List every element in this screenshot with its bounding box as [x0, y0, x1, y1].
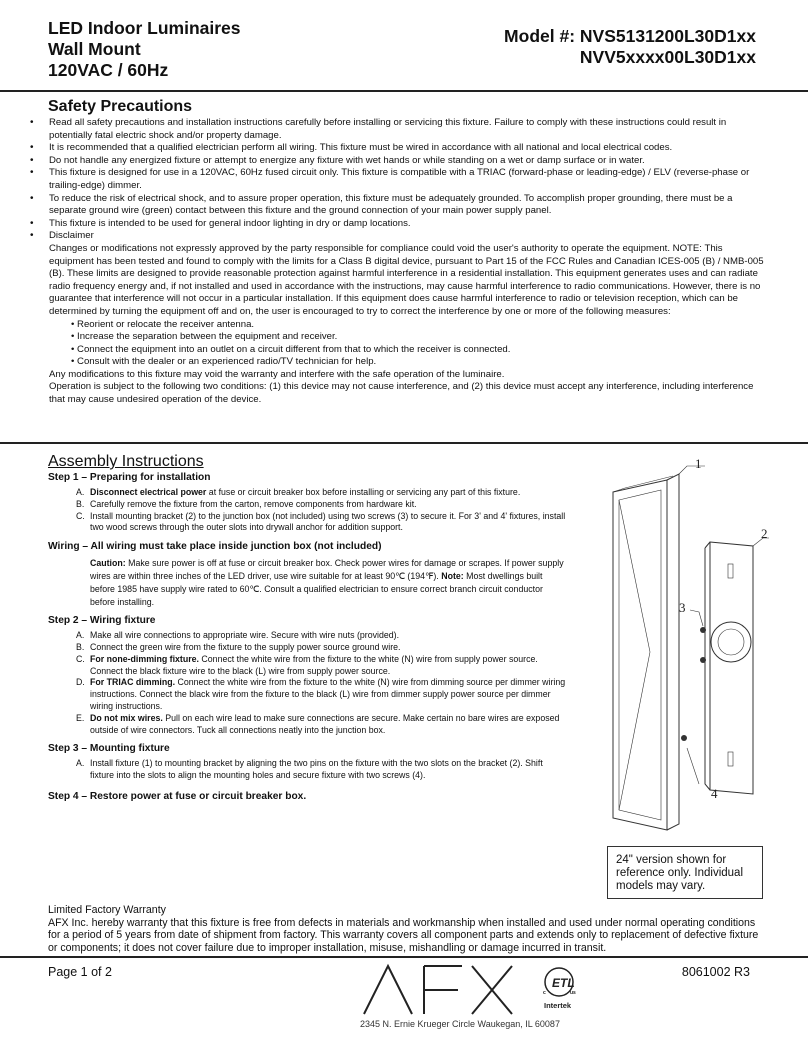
safety-list — [27, 117, 769, 407]
note-label: Note: — [441, 571, 464, 582]
step1-heading: Step 1 – Preparing for installation — [48, 472, 211, 483]
callout-3: 3 — [679, 600, 686, 615]
fixture-front — [613, 480, 667, 830]
warranty-text: AFX Inc. hereby warranty that this fixture is free from defects in materials and workmanship when installed and used under normal operating conditions for a period of 5 years from date of shipment from factory. This warranty covers all component parts and extends only to replacement of defective fixture or components; it does not cover failure due to improper installation, misuse, mishandling or damage incurred in transit. — [48, 916, 759, 954]
wiring-heading: Wiring – All wiring must take place inside junction box (not included) — [48, 541, 382, 553]
disclaimer-label: • Disclaimer — [49, 230, 94, 242]
logo-letter-x — [472, 966, 512, 1014]
document-number: 8061002 R3 — [681, 965, 750, 979]
bracket-flange — [705, 542, 710, 790]
item-letter: B. — [76, 498, 85, 509]
item-letter: D. — [76, 677, 85, 688]
disclaimer — [27, 230, 769, 406]
measure-item: • Consult with the dealer or an experienced radio/TV technician for help. — [71, 356, 377, 368]
warranty-title: Limited Factory Warranty — [48, 904, 166, 916]
item-letter: B. — [76, 641, 85, 652]
title-line: Wall Mount — [48, 39, 141, 59]
safety-bullet: • Read all safety precautions and installation instructions carefully before installing or servicing this fixture. Failure to comply with these instructions could result in potentially fatal electric shock and/or property damage. — [27, 117, 769, 142]
measure-item: • Reorient or relocate the receiver antenna. — [71, 318, 255, 330]
fixture-side — [667, 474, 679, 830]
screw-3 — [700, 627, 706, 633]
item-text: Make all wire connections to appropriate wire. Secure with wire nuts (provided). — [90, 630, 400, 641]
item-text: Install mounting bracket (2) to the junction box (not included) using two screws (3) to secure it. For 3' and 4' fixtures, install two wood screws through the outer slots into drywall anchor for addition support. — [90, 510, 566, 533]
assembly-section — [48, 471, 568, 803]
safety-bullet: • This fixture is designed for use in a 120VAC, 60Hz fused circuit only. This fixture is compatible with a TRIAC (forward-phase or leading-edge) / ELV (reverse-phase or trailing-edge) dimmer. — [27, 167, 769, 192]
screw-4 — [681, 735, 687, 741]
disclaimer-text: Changes or modifications not expressly approved by the party responsible for compliance could void the user's authority to operate the equipment. NOTE: This equipment has been tested and found to comply with the limits for a Class B digital device, pursuant to Part 15 of the FCC Rules and Canadian ICES-005 (B) / NMB-005 (B). These limits are designed to provide reasonable protection against harmful interference in a residential installation. This equipment generates uses and can radiate radio frequency energy and, if not installed and used in accordance with the instructions, may cause harmful interference to radio communications. However, there is no guarantee that interference will not occur in a particular installation. If this equipment does cause harmful interference to radio or television reception, which can be determined by turning the equipment off and on, the user is encouraged to try to correct the interference by one or more of the following measures: — [49, 242, 764, 317]
item-bold: Disconnect electrical power — [90, 487, 207, 497]
intertek-text: Intertek — [544, 1001, 572, 1010]
step-item — [48, 499, 568, 511]
safety-bullet: • Do not handle any energized fixture or attempt to energize any fixture with wet hands or while standing on a wet or damp surface or in water. — [27, 155, 769, 168]
item-text: Carefully remove the fixture from the carton, remove components from hardware kit. — [90, 498, 417, 509]
callout-leader-3 — [690, 610, 703, 626]
step3-list — [48, 758, 568, 782]
callout-leader-4 — [687, 748, 699, 784]
measure-item: • Connect the equipment into an outlet on a circuit different from that to which the receiver is connected. — [71, 343, 511, 355]
safety-bullet: • To reduce the risk of electrical shock, and to assure proper operation, this fixture must be adequately grounded. To accomplish proper grounding, there must be a separate ground wire (green) contact between this fixture and the ground connection of your main power supply panel. — [27, 193, 769, 218]
header-divider — [0, 90, 808, 92]
item-letter: E. — [76, 712, 85, 723]
measure-item: • Increase the separation between the equipment and receiver. — [71, 331, 338, 343]
title-line: 120VAC / 60Hz — [48, 60, 169, 80]
item-bold: Do not mix wires. — [90, 712, 163, 723]
step-item — [48, 487, 568, 499]
model-line: Model #: NVS5131200L30D1xx — [504, 26, 756, 46]
item-text: Connect the green wire from the fixture to the supply power source ground wire. — [90, 641, 401, 652]
step-item — [48, 630, 568, 642]
logo-letter-f — [424, 966, 462, 1014]
operation-text: Operation is subject to the following two conditions: (1) this device may not cause interference, and (2) this device must accept any interference, including interference that may cause undesired operation of the device. — [49, 381, 754, 406]
reference-note: 24" version shown for reference only. Individual models may vary. — [607, 846, 763, 899]
item-text: Install fixture (1) to mounting bracket by aligning the two pins on the fixture with the two slots on the bracket (2). Shift fixture into the slots to align the mounting holes and secure fixture with two screws (4). — [90, 758, 543, 781]
step2-heading: Step 2 – Wiring fixture — [48, 615, 156, 627]
item-text: Pull on each wire lead to make sure connections are secure. Make certain no bare wires are exposed outside of wire connectors. Tuck all connections neatly into the junction box. — [90, 712, 560, 735]
company-address: 2345 N. Ernie Krueger Circle Waukegan, IL 60087 — [360, 1019, 560, 1029]
caution-text: Make sure power is off at fuse or circuit breaker box. Check power wires for damage or scrapes. If power supply wires are within three inches of the LED driver, use wire suitable for at least 90℃ (194℉). — [90, 558, 564, 582]
callout-2: 2 — [761, 526, 768, 541]
step2-list — [48, 630, 568, 736]
callout-4: 4 — [711, 786, 718, 801]
assembly-title: Assembly Instructions — [48, 453, 204, 470]
step1-list — [48, 487, 568, 534]
etl-us: us — [570, 990, 576, 996]
item-text: Connect the white wire from the fixture to the white (N) wire from dimming source per dimmer wiring instructions. Connect the black wire from the fixture to the black (L) wire from dimmer supply power source per dimmer wiring instructions. — [90, 677, 566, 711]
bracket-slot — [728, 752, 733, 766]
step-item — [48, 654, 568, 678]
measures-list — [49, 319, 769, 369]
item-text: Connect the white wire from the fixture to the white (N) wire from supply power source. Connect the black fixture wire to the black (L) wire from supply power source. — [90, 653, 538, 676]
safety-section — [27, 117, 769, 407]
caution-label: Caution: — [90, 558, 126, 569]
product-title — [48, 18, 241, 81]
fixture-lens — [619, 490, 661, 820]
step-item — [48, 758, 568, 782]
fixture-lens-fold — [619, 500, 650, 810]
step-item — [48, 677, 568, 712]
screw-3 — [700, 657, 706, 663]
item-letter: A. — [76, 487, 85, 497]
bracket-slot — [728, 564, 733, 578]
step4-heading: Step 4 – Restore power at fuse or circuit breaker box. — [48, 790, 307, 802]
etl-intertek-mark — [542, 964, 576, 1012]
step-item — [48, 713, 568, 737]
junction-box-inner — [718, 629, 744, 655]
step-item — [48, 642, 568, 654]
safety-bullet: • It is recommended that a qualified electrician perform all wiring. This fixture must be wired in accordance with all national and local electrical codes. — [27, 142, 769, 155]
fixture-diagram — [595, 452, 775, 837]
model-number — [504, 26, 756, 68]
page-number: Page 1 of 2 — [48, 965, 112, 979]
item-bold: For none-dimming fixture. — [90, 653, 199, 664]
item-text: at fuse or circuit breaker box before installing or servicing any part of this fixture. — [206, 487, 521, 497]
afx-logo — [362, 962, 516, 1017]
title-line: LED Indoor Luminaires — [48, 18, 241, 38]
warranty-section — [48, 904, 768, 954]
item-letter: A. — [76, 758, 85, 769]
step3-heading: Step 3 – Mounting fixture — [48, 743, 170, 755]
callout-1: 1 — [695, 456, 702, 471]
etl-c: c — [543, 990, 546, 996]
model-line: NVV5xxxx00L30D1xx — [579, 47, 756, 67]
safety-title: Safety Precautions — [48, 98, 193, 115]
safety-divider — [0, 442, 808, 444]
modifications-text: Any modifications to this fixture may void the warranty and interfere with the safe operation of the luminaire. — [49, 368, 505, 380]
footer-divider — [0, 956, 808, 958]
mounting-bracket — [710, 542, 753, 794]
item-letter: C. — [76, 653, 85, 664]
step-item — [48, 511, 568, 535]
logo-letter-a — [364, 966, 412, 1014]
item-bold: For TRIAC dimming. — [90, 677, 176, 688]
safety-bullet: • This fixture is intended to be used for general indoor lighting in dry or damp locations. — [27, 218, 769, 231]
etl-letters: ETL — [552, 976, 575, 990]
note-text: Most dwellings built before 1985 have supply wire rated to 60℃. Consult a qualified electrician to ensure correct branch circuit conductor before installing. — [90, 571, 543, 608]
caution-paragraph — [48, 557, 568, 609]
item-letter: C. — [76, 510, 85, 521]
junction-box-opening — [711, 622, 751, 662]
item-letter: A. — [76, 630, 85, 641]
